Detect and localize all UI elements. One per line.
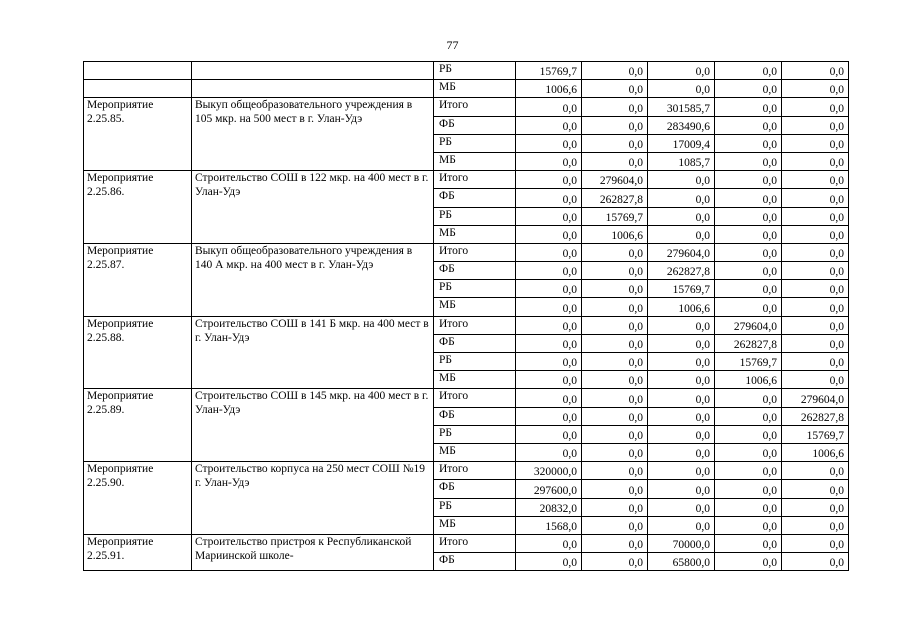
- measure-cell: Мероприятие 2.25.88.: [84, 316, 192, 389]
- amount-cell: 0,0: [516, 425, 582, 443]
- amount-cell: 262827,8: [715, 334, 782, 352]
- amount-cell: 0,0: [648, 353, 715, 371]
- amount-cell: 0,0: [516, 407, 582, 425]
- amount-cell: 0,0: [648, 443, 715, 461]
- amount-cell: 0,0: [782, 262, 849, 280]
- amount-cell: 0,0: [516, 553, 582, 571]
- amount-cell: 0,0: [582, 462, 648, 480]
- amount-cell: 0,0: [582, 516, 648, 534]
- funding-source-cell: РБ: [434, 425, 516, 443]
- amount-cell: 0,0: [715, 62, 782, 80]
- amount-cell: 17009,4: [648, 134, 715, 152]
- amount-cell: 0,0: [715, 189, 782, 207]
- amount-cell: 0,0: [715, 262, 782, 280]
- amount-cell: 279604,0: [648, 243, 715, 261]
- amount-cell: 0,0: [516, 262, 582, 280]
- amount-cell: 70000,0: [648, 534, 715, 552]
- amount-cell: 0,0: [516, 389, 582, 407]
- amount-cell: 0,0: [782, 62, 849, 80]
- amount-cell: 1006,6: [582, 225, 648, 243]
- amount-cell: 0,0: [582, 353, 648, 371]
- funding-source-cell: МБ: [434, 371, 516, 389]
- amount-cell: 320000,0: [516, 462, 582, 480]
- description-cell: Выкуп общеобразовательного учреждения в 105 мкр. на 500 мест в г. Улан-Удэ: [192, 98, 434, 171]
- amount-cell: 262827,8: [782, 407, 849, 425]
- funding-source-cell: МБ: [434, 516, 516, 534]
- amount-cell: 0,0: [715, 134, 782, 152]
- amount-cell: 0,0: [582, 152, 648, 170]
- amount-cell: 0,0: [648, 425, 715, 443]
- amount-cell: 0,0: [516, 353, 582, 371]
- amount-cell: 0,0: [582, 98, 648, 116]
- amount-cell: 0,0: [516, 189, 582, 207]
- amount-cell: 0,0: [782, 134, 849, 152]
- amount-cell: 0,0: [648, 480, 715, 498]
- funding-source-cell: ФБ: [434, 407, 516, 425]
- amount-cell: 15769,7: [782, 425, 849, 443]
- amount-cell: 0,0: [782, 498, 849, 516]
- amount-cell: 0,0: [516, 152, 582, 170]
- amount-cell: 0,0: [582, 316, 648, 334]
- amount-cell: 0,0: [516, 225, 582, 243]
- amount-cell: 0,0: [516, 298, 582, 316]
- measure-cell: Мероприятие 2.25.89.: [84, 389, 192, 462]
- measure-cell: Мероприятие 2.25.85.: [84, 98, 192, 171]
- amount-cell: 0,0: [715, 480, 782, 498]
- funding-source-cell: ФБ: [434, 334, 516, 352]
- amount-cell: 0,0: [715, 407, 782, 425]
- amount-cell: 0,0: [648, 334, 715, 352]
- amount-cell: 297600,0: [516, 480, 582, 498]
- amount-cell: 0,0: [715, 425, 782, 443]
- amount-cell: 0,0: [516, 316, 582, 334]
- amount-cell: 0,0: [715, 553, 782, 571]
- amount-cell: 279604,0: [715, 316, 782, 334]
- amount-cell: 0,0: [715, 443, 782, 461]
- amount-cell: 0,0: [715, 516, 782, 534]
- amount-cell: 0,0: [648, 189, 715, 207]
- amount-cell: 1006,6: [715, 371, 782, 389]
- funding-source-cell: ФБ: [434, 262, 516, 280]
- funding-source-cell: Итого: [434, 534, 516, 552]
- amount-cell: 1006,6: [648, 298, 715, 316]
- amount-cell: 0,0: [782, 298, 849, 316]
- amount-cell: 0,0: [782, 207, 849, 225]
- description-cell: [192, 80, 434, 98]
- table-row: [84, 171, 849, 189]
- amount-cell: 1006,6: [516, 80, 582, 98]
- amount-cell: 0,0: [648, 407, 715, 425]
- amount-cell: 0,0: [782, 280, 849, 298]
- funding-source-cell: РБ: [434, 207, 516, 225]
- amount-cell: 0,0: [516, 243, 582, 261]
- amount-cell: 0,0: [715, 171, 782, 189]
- amount-cell: 0,0: [582, 80, 648, 98]
- amount-cell: 283490,6: [648, 116, 715, 134]
- description-cell: [192, 62, 434, 80]
- amount-cell: 0,0: [782, 243, 849, 261]
- amount-cell: 0,0: [582, 443, 648, 461]
- amount-cell: 0,0: [582, 243, 648, 261]
- measure-cell: Мероприятие 2.25.86.: [84, 171, 192, 244]
- amount-cell: 0,0: [648, 225, 715, 243]
- amount-cell: 0,0: [582, 371, 648, 389]
- measure-cell: [84, 80, 192, 98]
- amount-cell: 0,0: [648, 389, 715, 407]
- table-row: [84, 243, 849, 261]
- measure-cell: Мероприятие 2.25.87.: [84, 243, 192, 316]
- funding-source-cell: МБ: [434, 443, 516, 461]
- amount-cell: 0,0: [782, 516, 849, 534]
- amount-cell: 15769,7: [648, 280, 715, 298]
- measure-cell: Мероприятие 2.25.90.: [84, 462, 192, 535]
- amount-cell: 0,0: [648, 316, 715, 334]
- amount-cell: 0,0: [516, 371, 582, 389]
- amount-cell: 0,0: [648, 516, 715, 534]
- amount-cell: 0,0: [715, 534, 782, 552]
- budget-table: [83, 61, 849, 571]
- amount-cell: 0,0: [516, 98, 582, 116]
- amount-cell: 0,0: [582, 134, 648, 152]
- amount-cell: 0,0: [582, 425, 648, 443]
- funding-source-cell: МБ: [434, 298, 516, 316]
- funding-source-cell: Итого: [434, 98, 516, 116]
- table-row: [84, 462, 849, 480]
- amount-cell: 0,0: [782, 316, 849, 334]
- amount-cell: 0,0: [582, 262, 648, 280]
- amount-cell: 0,0: [782, 189, 849, 207]
- amount-cell: 0,0: [715, 243, 782, 261]
- amount-cell: 0,0: [516, 134, 582, 152]
- amount-cell: 0,0: [582, 62, 648, 80]
- description-cell: Строительство СОШ в 141 Б мкр. на 400 мест в г. Улан-Удэ: [192, 316, 434, 389]
- amount-cell: 0,0: [715, 298, 782, 316]
- amount-cell: 0,0: [782, 334, 849, 352]
- amount-cell: 0,0: [516, 443, 582, 461]
- amount-cell: 0,0: [782, 80, 849, 98]
- amount-cell: 0,0: [516, 207, 582, 225]
- table-row: [84, 98, 849, 116]
- amount-cell: 0,0: [715, 98, 782, 116]
- amount-cell: 15769,7: [516, 62, 582, 80]
- amount-cell: 0,0: [648, 462, 715, 480]
- funding-source-cell: РБ: [434, 134, 516, 152]
- amount-cell: 15769,7: [582, 207, 648, 225]
- amount-cell: 0,0: [648, 371, 715, 389]
- funding-source-cell: РБ: [434, 498, 516, 516]
- funding-source-cell: РБ: [434, 353, 516, 371]
- amount-cell: 0,0: [582, 298, 648, 316]
- amount-cell: 0,0: [715, 462, 782, 480]
- funding-source-cell: Итого: [434, 389, 516, 407]
- amount-cell: 0,0: [582, 498, 648, 516]
- amount-cell: 0,0: [782, 480, 849, 498]
- funding-source-cell: Итого: [434, 462, 516, 480]
- amount-cell: 279604,0: [782, 389, 849, 407]
- table-row: [84, 534, 849, 552]
- amount-cell: 262827,8: [582, 189, 648, 207]
- amount-cell: 0,0: [516, 534, 582, 552]
- funding-source-cell: Итого: [434, 316, 516, 334]
- amount-cell: 1006,6: [782, 443, 849, 461]
- amount-cell: 0,0: [582, 534, 648, 552]
- funding-source-cell: МБ: [434, 225, 516, 243]
- funding-source-cell: ФБ: [434, 189, 516, 207]
- table-row: [84, 62, 849, 80]
- amount-cell: 1085,7: [648, 152, 715, 170]
- amount-cell: 0,0: [648, 207, 715, 225]
- funding-source-cell: РБ: [434, 280, 516, 298]
- amount-cell: 0,0: [582, 334, 648, 352]
- amount-cell: 0,0: [782, 353, 849, 371]
- amount-cell: 0,0: [582, 480, 648, 498]
- amount-cell: 0,0: [648, 171, 715, 189]
- funding-source-cell: ФБ: [434, 116, 516, 134]
- amount-cell: 0,0: [648, 62, 715, 80]
- amount-cell: 0,0: [715, 116, 782, 134]
- amount-cell: 262827,8: [648, 262, 715, 280]
- amount-cell: 0,0: [516, 171, 582, 189]
- measure-cell: Мероприятие 2.25.91.: [84, 534, 192, 570]
- amount-cell: 15769,7: [715, 353, 782, 371]
- amount-cell: 0,0: [782, 98, 849, 116]
- funding-source-cell: Итого: [434, 171, 516, 189]
- measure-cell: [84, 62, 192, 80]
- amount-cell: 0,0: [782, 371, 849, 389]
- amount-cell: 20832,0: [516, 498, 582, 516]
- amount-cell: 0,0: [516, 334, 582, 352]
- amount-cell: 0,0: [715, 207, 782, 225]
- amount-cell: 0,0: [648, 498, 715, 516]
- amount-cell: 0,0: [782, 553, 849, 571]
- amount-cell: 0,0: [648, 80, 715, 98]
- amount-cell: 0,0: [715, 498, 782, 516]
- amount-cell: 279604,0: [582, 171, 648, 189]
- amount-cell: 0,0: [782, 116, 849, 134]
- amount-cell: 0,0: [582, 116, 648, 134]
- amount-cell: 0,0: [516, 280, 582, 298]
- amount-cell: 0,0: [782, 462, 849, 480]
- amount-cell: 0,0: [715, 280, 782, 298]
- amount-cell: 0,0: [715, 152, 782, 170]
- amount-cell: 0,0: [582, 553, 648, 571]
- description-cell: Строительство пристроя к Республиканской Мариинской школе-: [192, 534, 434, 570]
- table-row: [84, 316, 849, 334]
- amount-cell: 0,0: [782, 152, 849, 170]
- amount-cell: 0,0: [782, 534, 849, 552]
- amount-cell: 0,0: [582, 280, 648, 298]
- amount-cell: 0,0: [715, 225, 782, 243]
- description-cell: Строительство корпуса на 250 мест СОШ №19 г. Улан-Удэ: [192, 462, 434, 535]
- funding-source-cell: ФБ: [434, 553, 516, 571]
- amount-cell: 65800,0: [648, 553, 715, 571]
- amount-cell: 0,0: [582, 407, 648, 425]
- amount-cell: 0,0: [516, 116, 582, 134]
- amount-cell: 0,0: [782, 171, 849, 189]
- amount-cell: 0,0: [715, 389, 782, 407]
- funding-source-cell: РБ: [434, 62, 516, 80]
- amount-cell: 1568,0: [516, 516, 582, 534]
- funding-source-cell: МБ: [434, 80, 516, 98]
- amount-cell: 0,0: [582, 389, 648, 407]
- amount-cell: 0,0: [715, 80, 782, 98]
- amount-cell: 301585,7: [648, 98, 715, 116]
- table-row: [84, 389, 849, 407]
- table-row: [84, 80, 849, 98]
- description-cell: Выкуп общеобразовательного учреждения в 140 А мкр. на 400 мест в г. Улан-Удэ: [192, 243, 434, 316]
- description-cell: Строительство СОШ в 145 мкр. на 400 мест в г. Улан-Удэ: [192, 389, 434, 462]
- funding-source-cell: Итого: [434, 243, 516, 261]
- description-cell: Строительство СОШ в 122 мкр. на 400 мест в г. Улан-Удэ: [192, 171, 434, 244]
- funding-source-cell: МБ: [434, 152, 516, 170]
- amount-cell: 0,0: [782, 225, 849, 243]
- page-number: 77: [446, 38, 459, 52]
- funding-source-cell: ФБ: [434, 480, 516, 498]
